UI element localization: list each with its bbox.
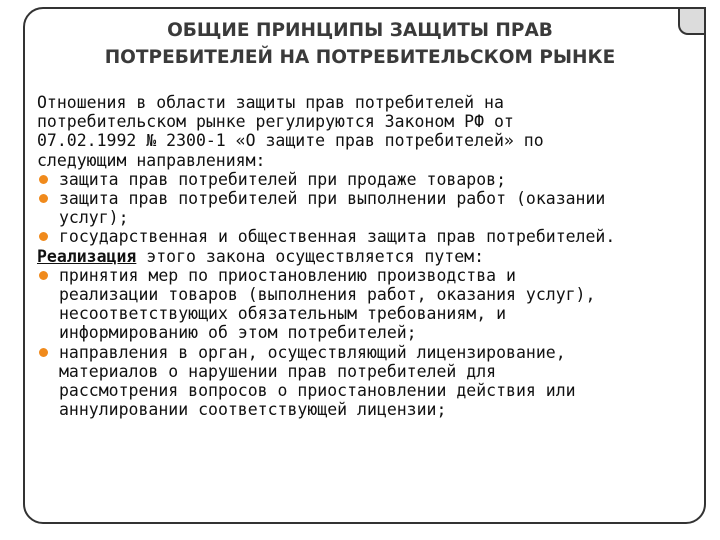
bullet-dot-icon (39, 271, 48, 280)
list-item (37, 170, 702, 189)
intro-line: следующим направлениям: (37, 150, 266, 170)
list-item-line: несоответствующих обязательным требованиям, и (59, 304, 507, 324)
list-item-line: защита прав потребителей при продаже товаров; (59, 169, 507, 189)
list-item (37, 343, 702, 420)
list-item-line: материалов о нарушении прав потребителей для (59, 361, 497, 381)
directions-list (37, 170, 702, 247)
list-item-line: услуг); (59, 208, 129, 228)
bullet-dot-icon (39, 348, 48, 357)
list-item-line: рассмотрения вопросов о приостановлении действия или (59, 381, 576, 401)
list-item-line: информированию об этом потребителей; (59, 323, 417, 343)
list-item-line: принятия мер по приостановлению производства и (59, 265, 516, 285)
title-line-1: ОБЩИЕ ПРИНЦИПЫ ЗАЩИТЫ ПРАВ (167, 20, 553, 41)
realization-text: этого закона осуществляется путем: (136, 246, 485, 266)
bullet-dot-icon (39, 232, 48, 241)
intro-line: потребительском рынке регулируются Законом РФ от (37, 112, 514, 132)
slide-body (37, 93, 702, 419)
list-item-line: аннулировании соответствующей лицензии; (59, 400, 447, 420)
list-item-line: защита прав потребителей при выполнении работ (оказании (59, 189, 606, 209)
bullet-dot-icon (39, 175, 48, 184)
realization-emphasis: Реализация (37, 246, 137, 266)
intro-paragraph (37, 93, 702, 170)
list-item (37, 227, 702, 246)
realization-paragraph (37, 247, 702, 266)
intro-line: 07.02.1992 № 2300-1 «О защите прав потребителей» по (37, 131, 544, 151)
slide-title (60, 17, 660, 71)
list-item-line: государственная и общественная защита прав потребителей. (59, 227, 616, 247)
title-line-2: ПОТРЕБИТЕЛЕЙ НА ПОТРЕБИТЕЛЬСКОМ РЫНКЕ (104, 47, 616, 68)
list-item (37, 189, 702, 227)
page-corner-fold-icon (678, 9, 704, 35)
measures-list (37, 266, 702, 420)
list-item (37, 266, 702, 343)
bullet-dot-icon (39, 194, 48, 203)
list-item-line: направления в орган, осуществляющий лицензирование, (59, 342, 566, 362)
list-item-line: реализации товаров (выполнения работ, оказания услуг), (59, 285, 596, 305)
intro-line: Отношения в области защиты прав потребителей на (37, 93, 504, 112)
